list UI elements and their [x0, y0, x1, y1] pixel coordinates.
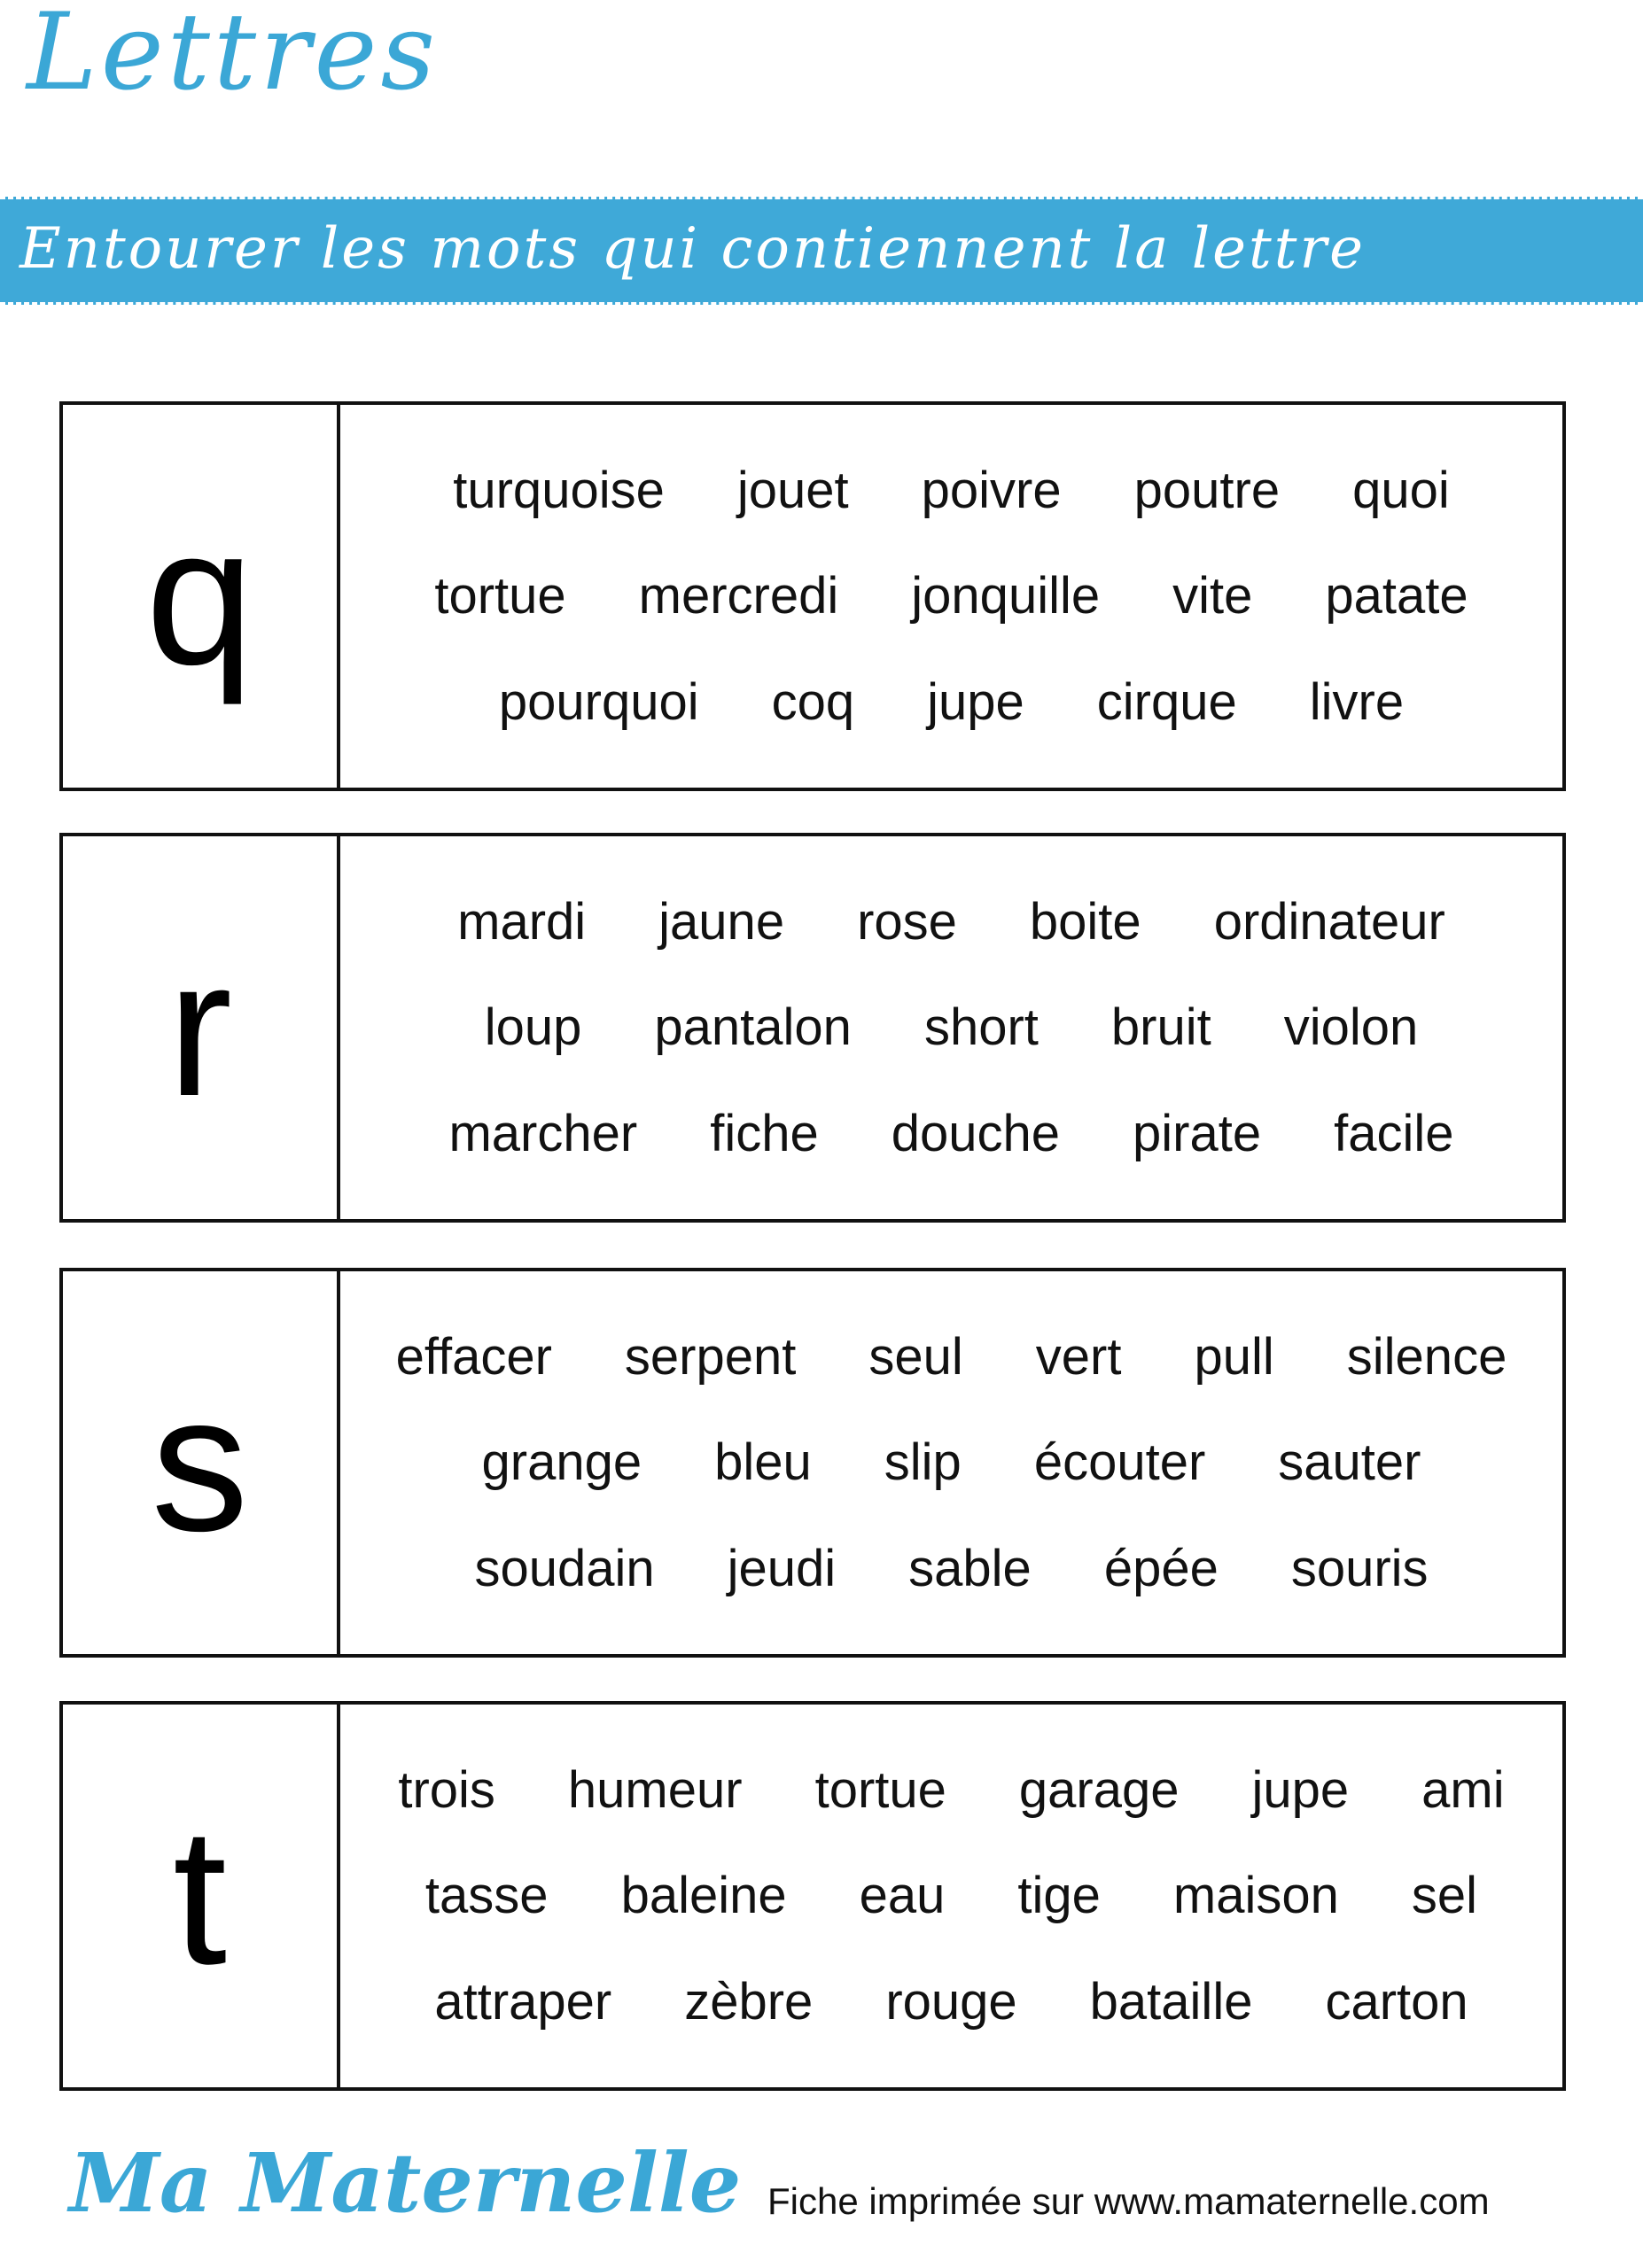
word: douche [891, 1104, 1061, 1162]
word-row [340, 998, 1562, 1056]
word: effacer [395, 1327, 552, 1386]
words-cell [340, 1705, 1562, 2087]
word-row [340, 1327, 1562, 1386]
word: bleu [714, 1433, 812, 1491]
word: souris [1290, 1539, 1429, 1597]
word: ami [1421, 1760, 1505, 1819]
words-cell [340, 405, 1562, 788]
word: serpent [624, 1327, 797, 1386]
word: tortue [814, 1760, 946, 1819]
word: violon [1283, 998, 1419, 1056]
word: quoi [1352, 461, 1450, 519]
word: pourquoi [498, 672, 699, 731]
word-row [340, 1539, 1562, 1597]
word: ordinateur [1213, 892, 1445, 951]
word: facile [1334, 1104, 1454, 1162]
word: humeur [567, 1760, 743, 1819]
word: sel [1411, 1867, 1478, 1924]
word: jonquille [911, 567, 1101, 625]
word: sable [908, 1539, 1032, 1597]
word-row [340, 892, 1562, 951]
word: tasse [424, 1867, 549, 1924]
word: slip [884, 1433, 962, 1491]
word: fiche [710, 1104, 819, 1162]
word: vert [1035, 1327, 1122, 1386]
word: bataille [1089, 1972, 1253, 2031]
word: livre [1309, 672, 1405, 731]
letter-section [59, 1268, 1566, 1658]
word: rose [857, 892, 957, 951]
letter-section [59, 401, 1566, 791]
word: maison [1172, 1867, 1339, 1924]
word: carton [1325, 1972, 1468, 2031]
word: épée [1103, 1539, 1219, 1597]
target-letter: q [145, 487, 254, 705]
word: pantalon [654, 998, 852, 1056]
word: bruit [1110, 998, 1211, 1056]
word: grange [481, 1433, 642, 1491]
words-cell [340, 836, 1562, 1219]
word-row [340, 1104, 1562, 1162]
word: garage [1018, 1760, 1180, 1819]
word-row [340, 567, 1562, 625]
word: trois [398, 1760, 495, 1819]
page-title: Lettres [27, 0, 440, 114]
letter-cell [63, 1705, 340, 2087]
words-cell [340, 1271, 1562, 1654]
target-letter: s [151, 1354, 249, 1572]
word: mercredi [638, 567, 839, 625]
word: coq [771, 672, 855, 731]
word-row [340, 1972, 1562, 2031]
word-row [340, 1760, 1562, 1819]
word: mardi [457, 892, 587, 951]
word: seul [868, 1327, 963, 1386]
word: poivre [921, 461, 1062, 519]
word: jupe [1251, 1760, 1350, 1819]
word: short [923, 998, 1039, 1056]
word: loup [484, 998, 582, 1056]
word: eau [859, 1867, 946, 1924]
target-letter: r [167, 919, 233, 1137]
word: patate [1325, 567, 1468, 625]
word-row [340, 672, 1562, 731]
word: jeudi [727, 1539, 837, 1597]
word: jaune [658, 892, 785, 951]
letter-section [59, 833, 1566, 1223]
word: silence [1346, 1327, 1507, 1386]
letter-section [59, 1701, 1566, 2091]
letter-cell [63, 405, 340, 788]
footer-note: Fiche imprimée sur www.mamaternelle.com [767, 2180, 1490, 2222]
instruction-text: Entourer les mots qui contiennent la lettre [19, 216, 1366, 282]
word: pirate [1133, 1104, 1262, 1162]
brand-logo: Ma Maternelle [69, 2135, 742, 2231]
word: marcher [448, 1104, 638, 1162]
word: poutre [1133, 461, 1281, 519]
word: jouet [736, 461, 849, 519]
word: zèbre [684, 1972, 814, 2031]
word: tortue [434, 567, 566, 625]
word-row [340, 1433, 1562, 1491]
word: turquoise [453, 461, 665, 519]
word: boite [1029, 892, 1141, 951]
word: rouge [885, 1972, 1017, 2031]
word: sauter [1278, 1433, 1421, 1491]
word: soudain [474, 1539, 655, 1597]
target-letter: t [172, 1787, 228, 2005]
word: baleine [620, 1867, 787, 1924]
letter-cell [63, 836, 340, 1219]
instruction-banner [0, 197, 1643, 305]
word: pull [1194, 1327, 1274, 1386]
word-row [340, 461, 1562, 519]
word: cirque [1096, 672, 1237, 731]
word: jupe [927, 672, 1024, 731]
word: tige [1017, 1867, 1101, 1924]
word: attraper [434, 1972, 612, 2031]
word-row [340, 1867, 1562, 1924]
letter-cell [63, 1271, 340, 1654]
word: écouter [1033, 1433, 1206, 1491]
word: vite [1172, 567, 1253, 625]
